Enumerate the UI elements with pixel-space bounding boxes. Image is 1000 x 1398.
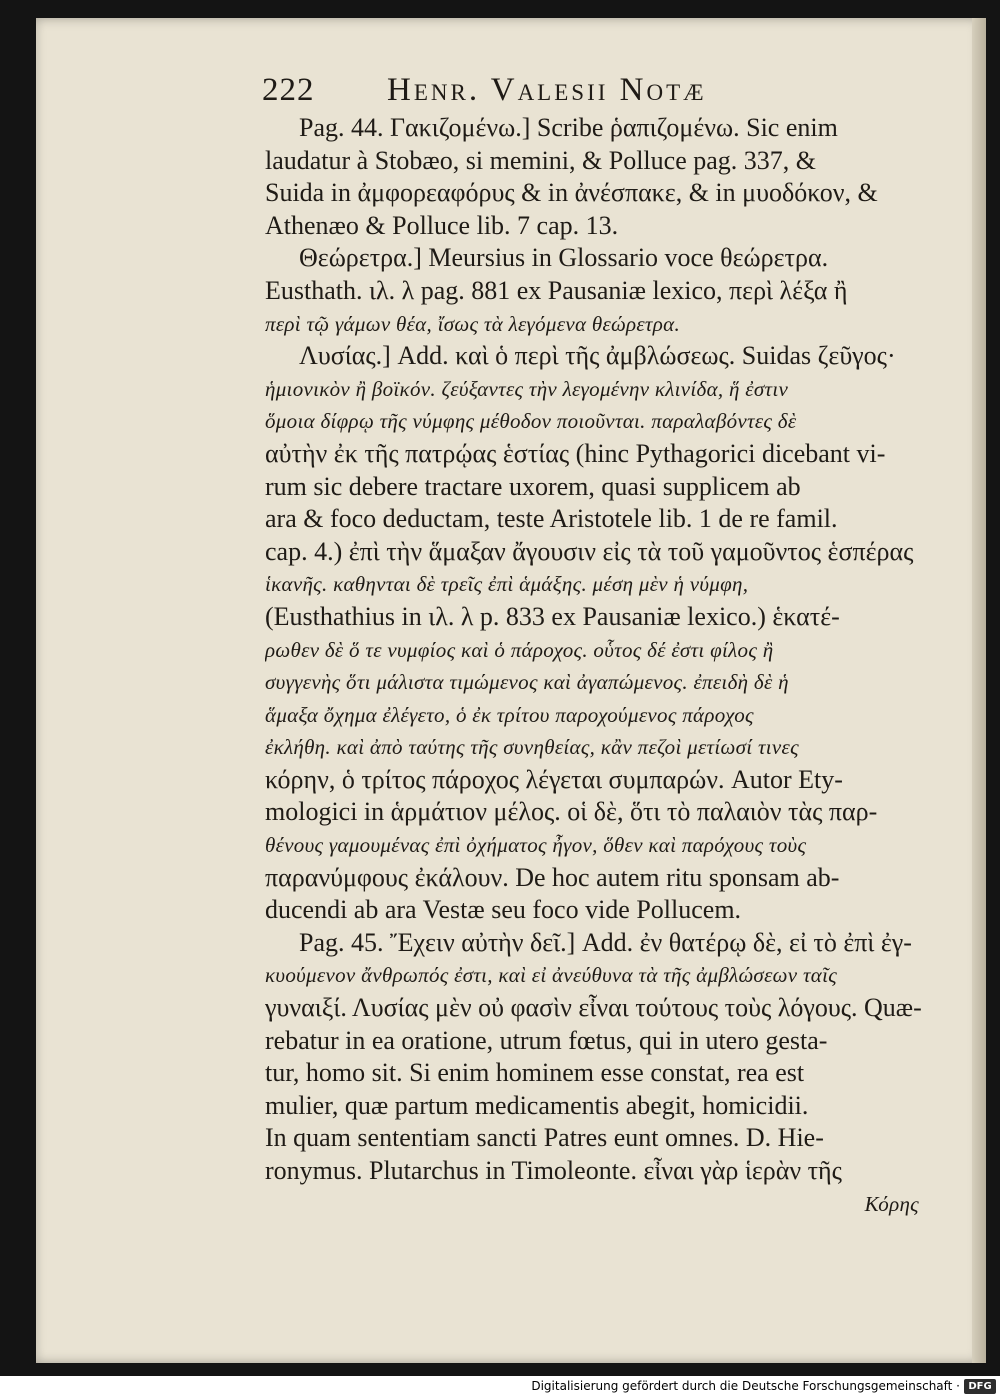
text-line: περὶ τῷ γάμων θέα, ἴσως τὰ λεγόμενα θεώρετρα. (265, 311, 681, 336)
text-line: θένους γαμουμένας ἐπὶ ὀχήματος ἦγον, ὅθεν καὶ παρόχους τοὺς (265, 833, 807, 858)
text-line: Λυσίας.] Add. καὶ ὁ περὶ τῆς ἀμβλώσεως. Suidas ζεῦγος· (299, 341, 896, 371)
text-line: Pag. 45. Ἔχειν αὐτὴν δεῖ.] Add. ἐν θατέρῳ δὲ, εἰ τὸ ἐπὶ ἐγ- (299, 927, 912, 957)
footer-credit: Digitalisierung gefördert durch die Deutsche Forschungsgemeinschaft · (531, 1379, 960, 1393)
text-line: ducendi ab ara Vestæ seu foco vide Pollucem. (265, 895, 742, 925)
text-line: cap. 4.) ἐπὶ τὴν ἅμαξαν ἄγουσιν εἰς τὰ τοῦ γαμοῦντος ἑσπέρας (265, 536, 914, 566)
text-line: ara & foco deductam, teste Aristotele lib. 1 de re famil. (265, 504, 838, 534)
dfg-logo: DFG (964, 1379, 996, 1394)
page-number: 222 (262, 72, 315, 108)
text-line: tur, homo sit. Si enim hominem esse constat, rea est (265, 1058, 805, 1088)
text-line: ρωθεν δὲ ὅ τε νυμφίος καὶ ὁ πάροχος. οὗτος δέ ἐστι φίλος ἢ (265, 637, 774, 662)
text-line: rum sic debere tractare uxorem, quasi supplicem ab (265, 471, 801, 501)
text-line: Suida in ἀμφορεαφόρυς & in ἀνέσπακε, & in μυοδόκον, & (265, 178, 878, 208)
text-line: ὅμοια δίφρῳ τῆς νύμφης μέθοδον ποιοῦνται. παραλαβόντες δὲ (265, 409, 797, 434)
text-line: (Eusthathius in ιλ. λ p. 833 ex Pausaniæ lexico.) ἑκατέ- (265, 601, 840, 631)
text-line: ἐκλήθη. καὶ ἀπὸ ταύτης τῆς συνηθείας, κἂν πεζοὶ μετίωσί τινες (265, 735, 799, 760)
text-line: ἱκανῆς. καθηνται δὲ τρεῖς ἐπὶ ἁμάξης. μέση μὲν ἡ νύμφη, (265, 572, 749, 597)
text-line: mulier, quæ partum medicamentis abegit, homicidii. (265, 1090, 809, 1120)
text-line: mologici in ἁρμάτιον μέλος. οἱ δὲ, ὅτι τὸ παλαιὸν τὰς παρ- (265, 797, 878, 827)
text-line: Θεώρετρα.] Meursius in Glossario voce θεώρετρα. (299, 243, 829, 273)
text-line: αὐτὴν ἐκ τῆς πατρῴας ἑστίας (hinc Pythagorici dicebant vi- (265, 438, 886, 468)
text-line: rebatur in ea oratione, utrum fœtus, qui in utero gesta- (265, 1025, 828, 1055)
text-line: ἅμαξα ὄχημα ἐλέγετο, ὁ ἐκ τρίτου παροχούμενος πάροχος (265, 702, 754, 727)
running-title: Henr. Valesii Notæ (387, 72, 707, 108)
text-line: Eusthath. ιλ. λ pag. 881 ex Pausaniæ lexico, περὶ λέξα ἢ (265, 275, 848, 305)
body-text (265, 112, 933, 1220)
text-line: κυούμενον ἄνθρωπός ἐστι, καὶ εἰ ἀνεύθυνα τὰ τῆς ἀμβλώσεων ταῖς (265, 963, 838, 988)
digitization-footer (0, 1376, 1000, 1398)
text-line: παρανύμφους ἐκάλουν. De hoc autem ritu sponsam ab- (265, 862, 840, 892)
text-line: ronymus. Plutarchus in Timoleonte. εἶναι γὰρ ἱερὰν τῆς (265, 1156, 842, 1185)
text-line: In quam sententiam sancti Patres eunt omnes. D. Hie- (265, 1123, 824, 1153)
text-line: Athenæo & Polluce lib. 7 cap. 13. (265, 210, 619, 240)
text-line: Pag. 44. Γακιζομένω.] Scribe ῥαπιζομένω. Sic enim (299, 113, 838, 142)
text-line: laudatur à Stobæo, si memini, & Polluce pag. 337, & (265, 145, 817, 175)
text-line: κόρην, ὁ τρίτος πάροχος λέγεται συμπαρών. Autor Ety- (265, 764, 843, 794)
page-edge (972, 18, 986, 1363)
text-line: ἡμιονικὸν ἢ βοϊκόν. ζεύξαντες τὴν λεγομένην κλινίδα, ἥ ἐστιν (265, 376, 789, 401)
text-line: γυναιξί. Λυσίας μὲν οὐ φασὶν εἶναι τούτους τοὺς λόγους. Quæ- (265, 993, 922, 1023)
page-header (222, 72, 782, 112)
text-line: Κόρης (864, 1191, 919, 1216)
text-line: συγγενὴς ὅτι μάλιστα τιμώμενος καὶ ἀγαπώμενος. ἐπειδὴ δὲ ἡ (265, 670, 789, 695)
